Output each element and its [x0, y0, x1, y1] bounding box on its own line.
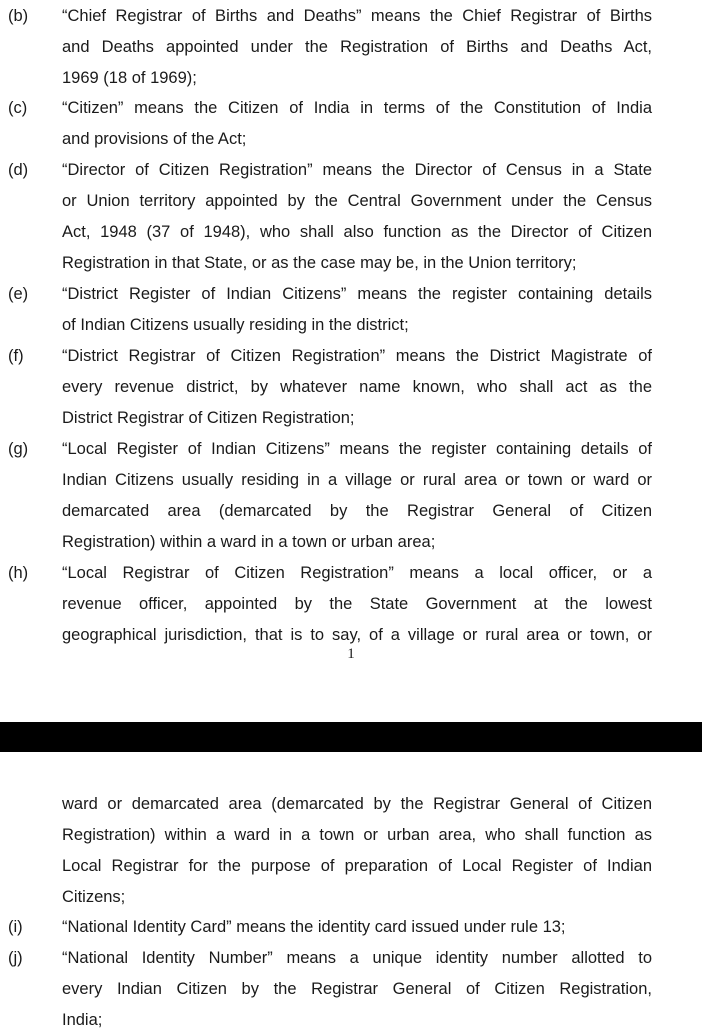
page-break-divider — [0, 722, 702, 752]
clause-text-line: Registration in that State, or as the case may be, in the Union territory; — [62, 254, 577, 272]
clause-text-line: “Local Register of Indian Citizens” means the register containing details of — [62, 440, 652, 458]
clause-text-line: Indian Citizens usually residing in a village or rural area or town or ward or — [62, 471, 652, 489]
clause-text-line: and provisions of the Act; — [62, 130, 247, 148]
clause-text-line: Citizens; — [62, 888, 126, 906]
clause-text-line: 1969 (18 of 1969); — [62, 69, 197, 87]
clause-text-line: geographical jurisdiction, that is to say, of a village or rural area or town, or — [62, 626, 652, 644]
clause-text-line: Local Registrar for the purpose of preparation of Local Register of Indian — [62, 857, 652, 875]
clause-text-line: “Chief Registrar of Births and Deaths” means the Chief Registrar of Births — [62, 7, 652, 25]
clause-marker: (i) — [8, 918, 23, 936]
clause-text-line: demarcated area (demarcated by the Registrar General of Citizen — [62, 502, 652, 520]
clause-text-line: “National Identity Number” means a unique identity number allotted to — [62, 949, 652, 967]
clause-text-line: “District Register of Indian Citizens” means the register containing details — [62, 285, 652, 303]
clause-marker: (e) — [8, 285, 29, 303]
clause-marker: (f) — [8, 347, 24, 365]
clause-text-line: “Citizen” means the Citizen of India in terms of the Constitution of India — [62, 99, 652, 117]
clause-text-line: Registration) within a ward in a town or urban area, who shall function as — [62, 826, 652, 844]
clause-marker: (h) — [8, 564, 29, 582]
clause-text-line: “Local Registrar of Citizen Registration” means a local officer, or a — [62, 564, 652, 582]
clause-text-line: of Indian Citizens usually residing in the district; — [62, 316, 409, 334]
clause-text-line: every revenue district, by whatever name known, who shall act as the — [62, 378, 652, 396]
clause-text-line: District Registrar of Citizen Registration; — [62, 409, 355, 427]
clause-text-line: “District Registrar of Citizen Registration” means the District Magistrate of — [62, 347, 652, 365]
clause-marker: (j) — [8, 949, 23, 967]
clause-text-line: or Union territory appointed by the Central Government under the Census — [62, 192, 652, 210]
clause-text-line: Registration) within a ward in a town or urban area; — [62, 533, 436, 551]
clause-marker: (g) — [8, 440, 29, 458]
clause-marker: (d) — [8, 161, 29, 179]
clause-text-line: “Director of Citizen Registration” means the Director of Census in a State — [62, 161, 652, 179]
page-number: 1 — [347, 646, 355, 662]
clause-marker: (c) — [8, 99, 28, 117]
clause-marker: (b) — [8, 7, 29, 25]
clause-text-line: Act, 1948 (37 of 1948), who shall also function as the Director of Citizen — [62, 223, 652, 241]
clause-text-line: India; — [62, 1011, 103, 1029]
clause-text-line: and Deaths appointed under the Registration of Births and Deaths Act, — [62, 38, 652, 56]
clause-text-line: ward or demarcated area (demarcated by the Registrar General of Citizen — [62, 795, 652, 813]
clause-text-line: revenue officer, appointed by the State Government at the lowest — [62, 595, 652, 613]
clause-text-line: “National Identity Card” means the identity card issued under rule 13; — [62, 918, 566, 936]
document-page-2 — [0, 752, 702, 1029]
clause-text-line: every Indian Citizen by the Registrar General of Citizen Registration, — [62, 980, 652, 998]
